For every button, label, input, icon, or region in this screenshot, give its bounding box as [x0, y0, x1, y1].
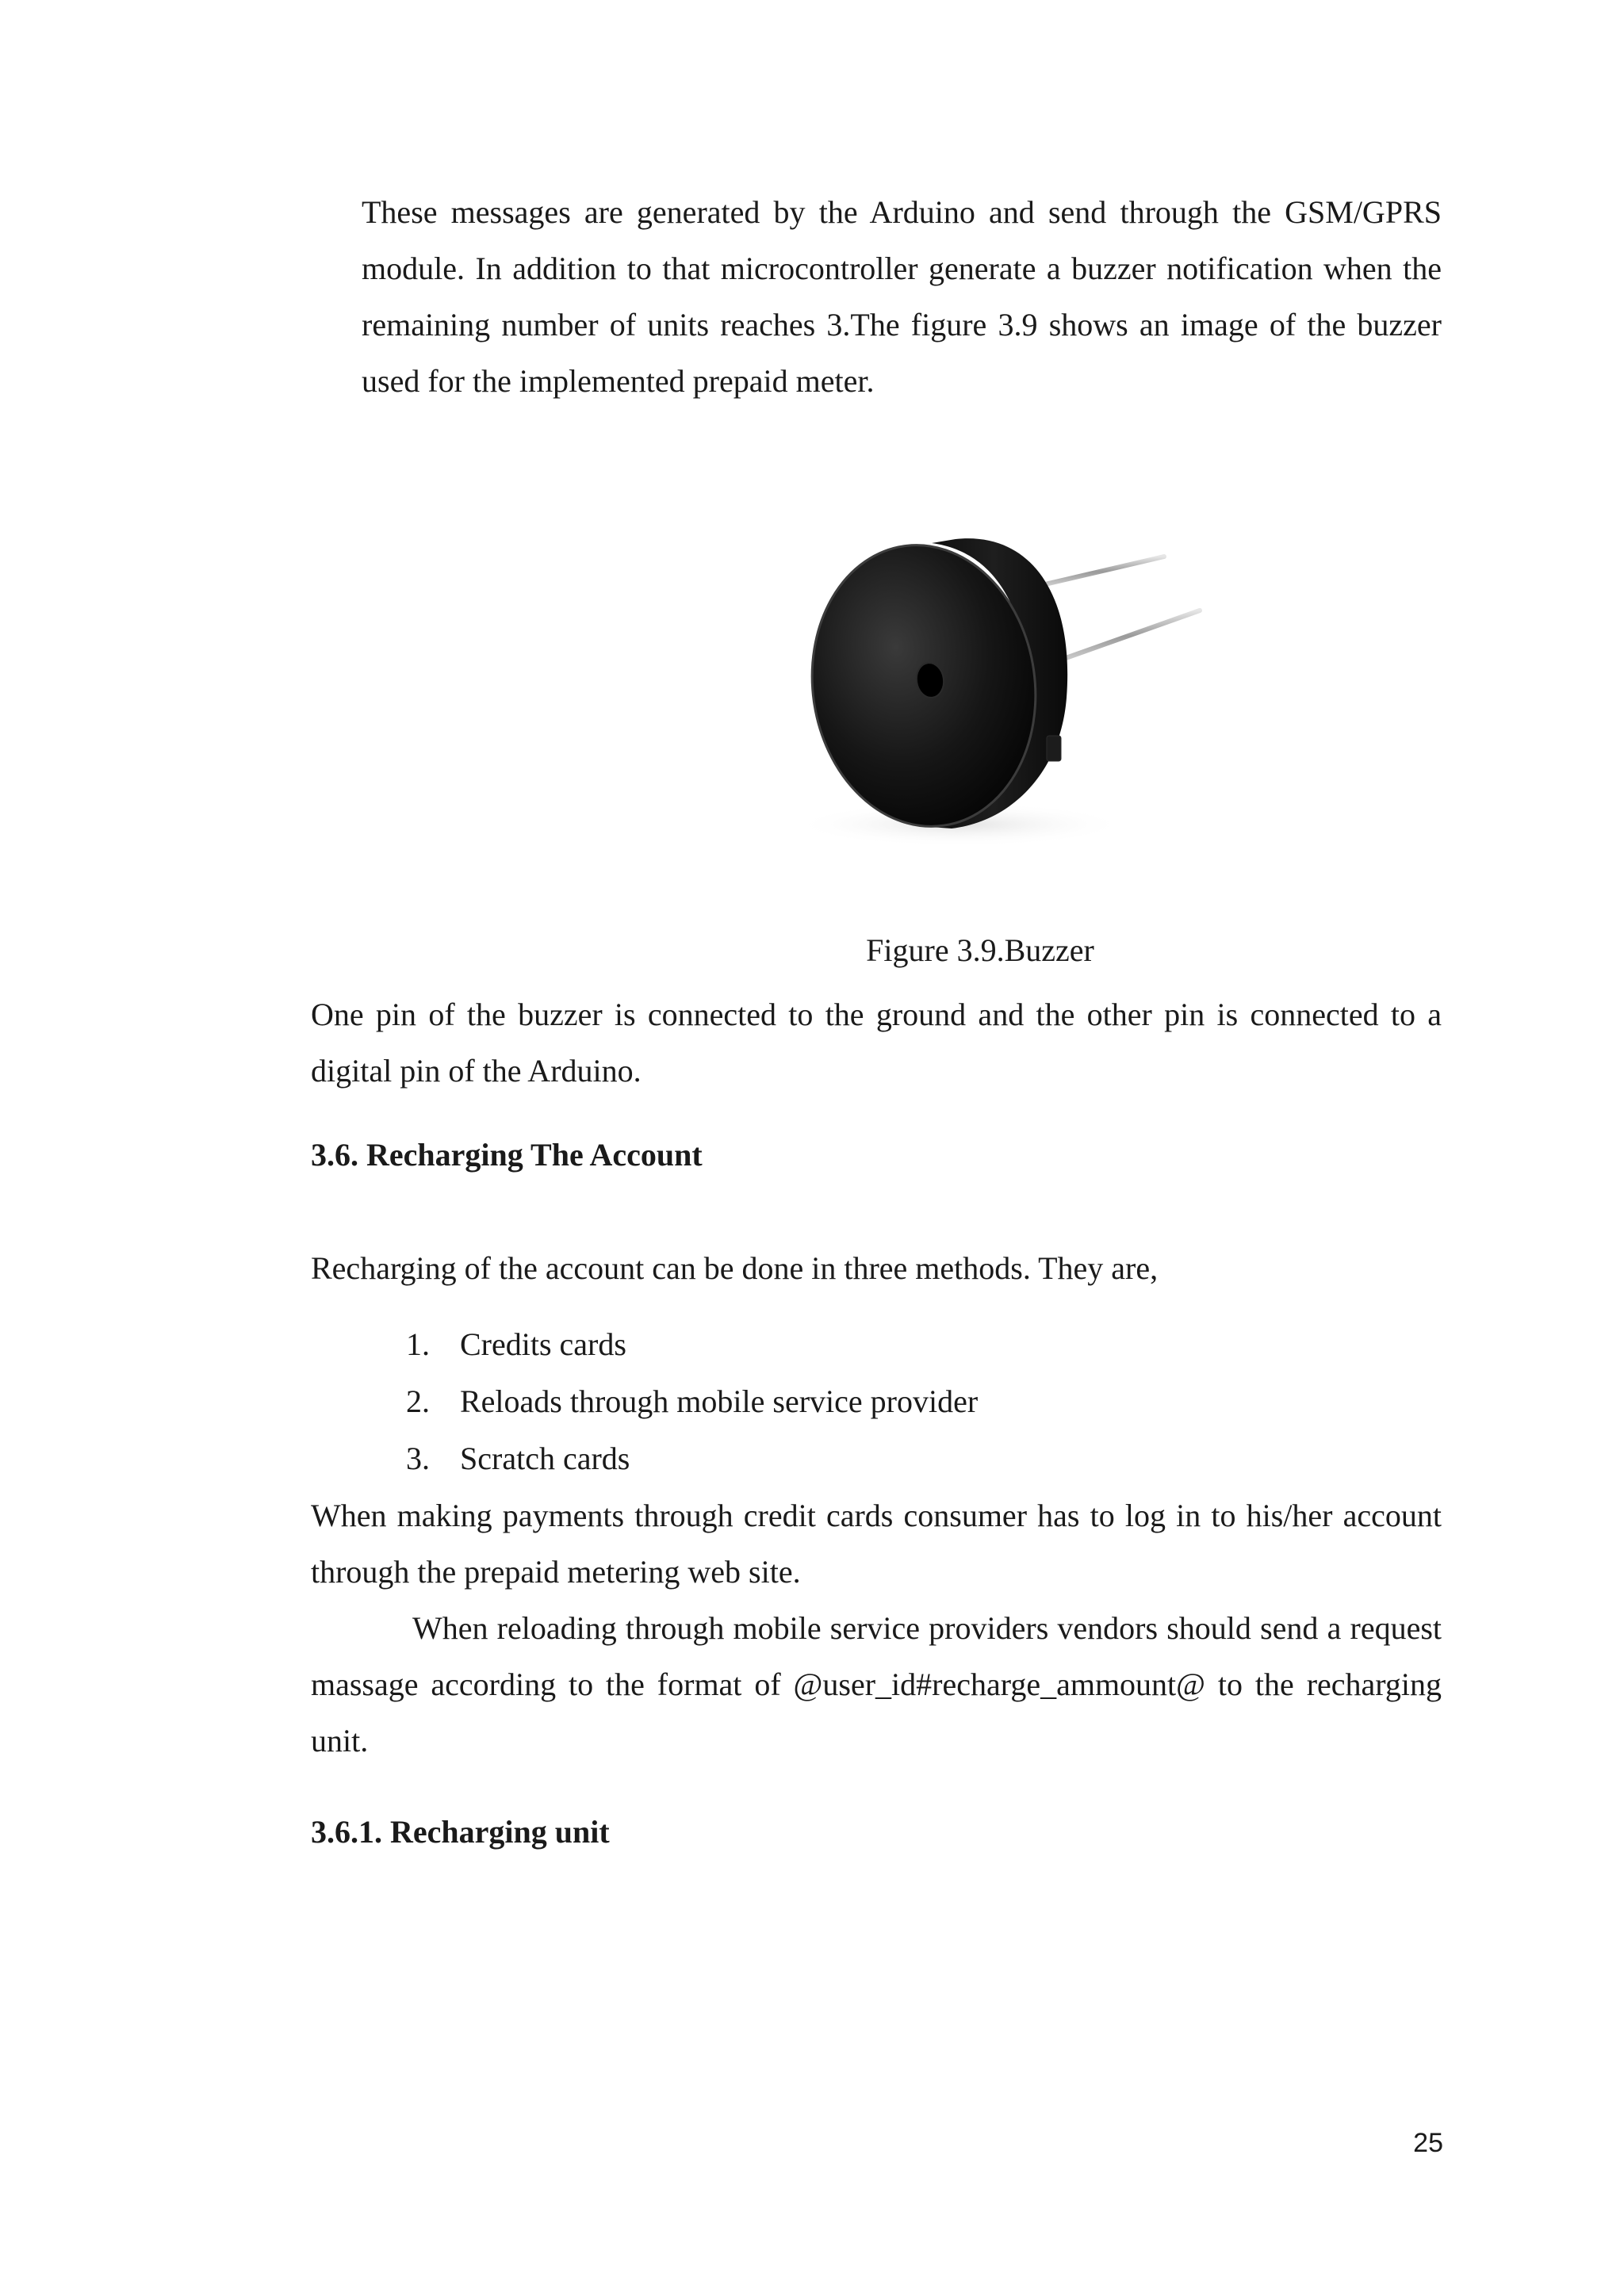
- list-item-label: Credits cards: [460, 1326, 626, 1362]
- buzzer-illustration: [761, 507, 1205, 856]
- list-item-number: 2.: [406, 1383, 430, 1419]
- recharge-methods-intro: Recharging of the account can be done in three methods. They are,: [311, 1250, 1159, 1286]
- page-number: 25: [1413, 2128, 1443, 2158]
- list-item-number: 3.: [406, 1441, 430, 1476]
- list-item: [406, 1430, 978, 1487]
- buzzer-pins-paragraph: One pin of the buzzer is connected to the ground and the other pin is connected to a digital pin of the Arduino.: [311, 997, 1442, 1089]
- recharge-methods-list: [406, 1316, 978, 1487]
- credit-cards-paragraph: When making payments through credit cards consumer has to log in to his/her account through the prepaid metering web site.: [311, 1498, 1442, 1590]
- figure-caption: Figure 3.9.Buzzer: [866, 932, 1094, 968]
- mobile-reload-paragraph: When reloading through mobile service providers vendors should send a request massage according to the format of @user_id#recharge_ammount@ to the recharging unit.: [311, 1610, 1442, 1758]
- list-item-number: 1.: [406, 1326, 430, 1362]
- list-item-label: Reloads through mobile service provider: [460, 1383, 979, 1419]
- intro-paragraph: These messages are generated by the Arduino and send through the GSM/GPRS module. In addition to that microcontroller generate a buzzer notification when the remaining number of units reaches 3.The figure 3.9 shows an image of the buzzer used for the implemented prepaid meter.: [362, 194, 1442, 399]
- list-item-label: Scratch cards: [460, 1441, 630, 1476]
- list-item: [406, 1373, 978, 1430]
- buzzer-image: [761, 507, 1205, 856]
- section-heading-3-6-1: 3.6.1. Recharging unit: [311, 1814, 610, 1850]
- section-heading-3-6: 3.6. Recharging The Account: [311, 1137, 703, 1173]
- list-item: [406, 1316, 978, 1373]
